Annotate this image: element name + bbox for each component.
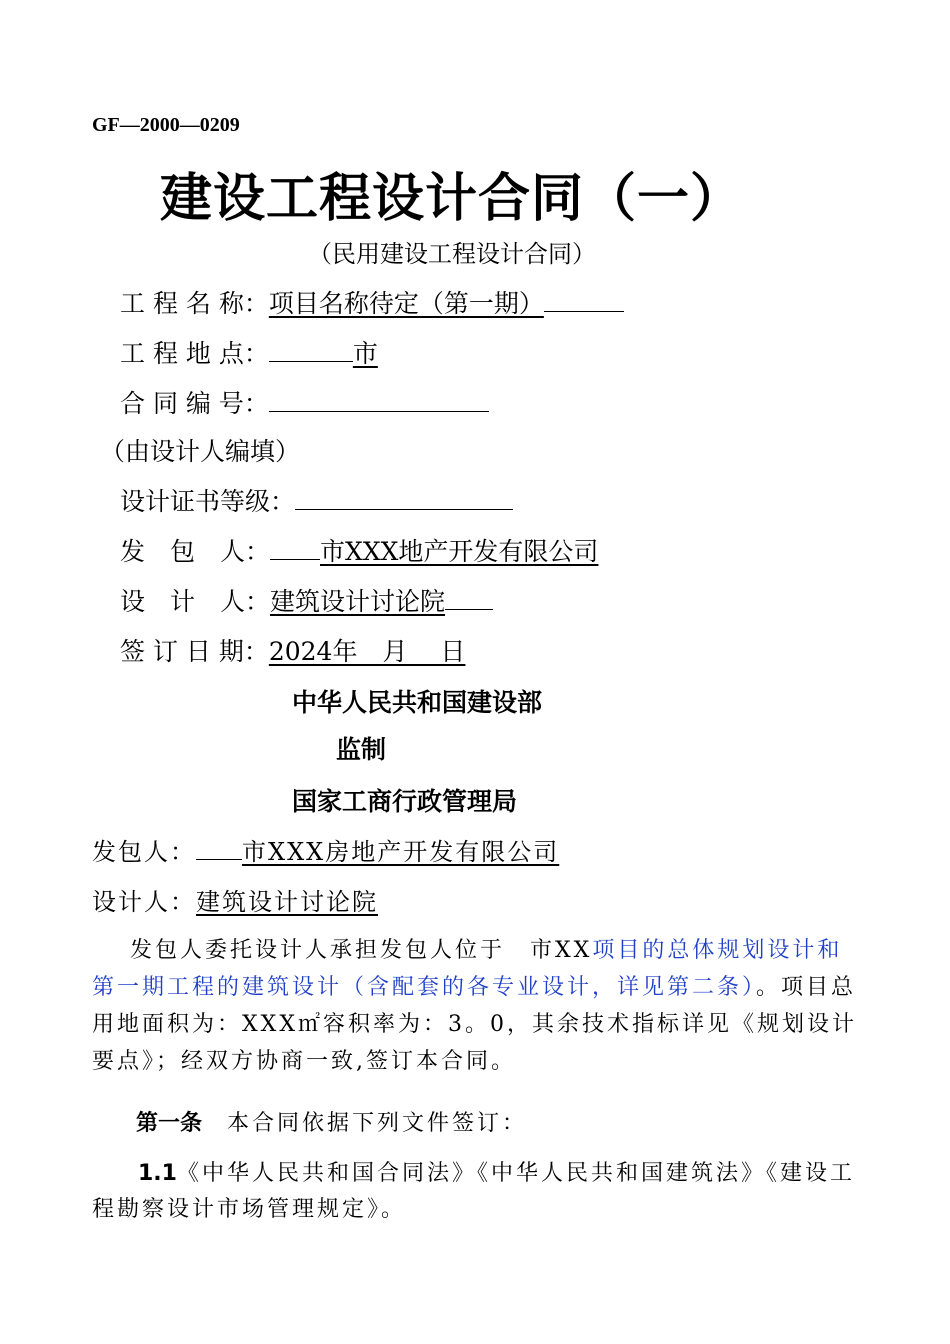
intro-text-c: 。项目总用地面积为：XXX㎡容积率为：3。0，其余技术指标详见《规划设计要点》；经双方协商一致,签订本合同。 bbox=[92, 975, 857, 1074]
article-1 bbox=[92, 1106, 862, 1137]
intro-text-a: 发包人委托设计人承担发包人位于 市XX bbox=[130, 938, 593, 963]
party-value: 市XXX房地产开发有限公司 bbox=[242, 838, 560, 866]
field-value: 2024年 月 日 bbox=[268, 637, 466, 666]
party-value: 建筑设计讨论院 bbox=[196, 888, 378, 916]
item-1-1-text: 《中华人民共和国合同法》《中华人民共和国建筑法》《建设工程勘察设计市场管理规定》。 bbox=[92, 1161, 855, 1222]
document-subtitle: （民用建设工程设计合同） bbox=[308, 240, 596, 268]
intro-text-scope: 项目的总体规划设计和第一期工程的建筑设计（含配套的各专业设计，详见第二条） bbox=[92, 938, 843, 1000]
party-label: 设计人： bbox=[92, 888, 196, 916]
field-value: 市XXX地产开发有限公司 bbox=[320, 537, 599, 566]
field-project-location bbox=[120, 334, 378, 370]
article-1-label: 第一条 bbox=[136, 1111, 203, 1136]
field-label: 签 订 日 期： bbox=[120, 637, 269, 666]
blank-line bbox=[270, 537, 320, 560]
blank-line bbox=[445, 587, 493, 610]
document-title: 建设工程设计合同（一） bbox=[160, 169, 744, 229]
issuer-line-2: 监制 bbox=[336, 735, 387, 764]
field-cert-level bbox=[120, 482, 513, 518]
party-client bbox=[92, 832, 559, 867]
party-designer bbox=[92, 882, 378, 917]
party-label: 发包人： bbox=[92, 838, 196, 866]
issuer-line-3: 国家工商行政管理局 bbox=[292, 787, 518, 816]
field-label: 设 计 人： bbox=[120, 587, 271, 616]
field-designer bbox=[120, 582, 493, 618]
field-label: 设计证书等级： bbox=[120, 487, 296, 516]
blank-line bbox=[196, 837, 242, 860]
document-code: GF—2000—0209 bbox=[92, 114, 240, 136]
field-sign-date bbox=[120, 632, 465, 668]
field-value: 项目名称待定（第一期） bbox=[268, 289, 544, 318]
intro-paragraph bbox=[92, 932, 862, 1080]
field-label: 发 包 人： bbox=[120, 537, 271, 566]
field-client bbox=[120, 532, 598, 568]
field-contract-no bbox=[120, 384, 489, 420]
issuer-line-1: 中华人民共和国建设部 bbox=[292, 688, 543, 717]
article-1-text: 本合同依据下列文件签订： bbox=[202, 1111, 528, 1136]
field-value: 建筑设计讨论院 bbox=[270, 587, 446, 616]
blank-line bbox=[269, 339, 353, 362]
field-label: 工 程 地 点： bbox=[120, 339, 269, 368]
field-project-name bbox=[120, 284, 624, 320]
field-label: 合 同 编 号： bbox=[120, 389, 269, 418]
item-1-1 bbox=[92, 1156, 862, 1228]
blank-line bbox=[269, 389, 489, 412]
field-value: 市 bbox=[352, 339, 378, 368]
filled-by-note: （由设计人编填） bbox=[100, 437, 301, 466]
item-1-1-number: 1.1 bbox=[138, 1161, 177, 1186]
blank-line bbox=[295, 487, 513, 510]
blank-line bbox=[544, 289, 624, 312]
field-label: 工 程 名 称： bbox=[120, 289, 269, 318]
